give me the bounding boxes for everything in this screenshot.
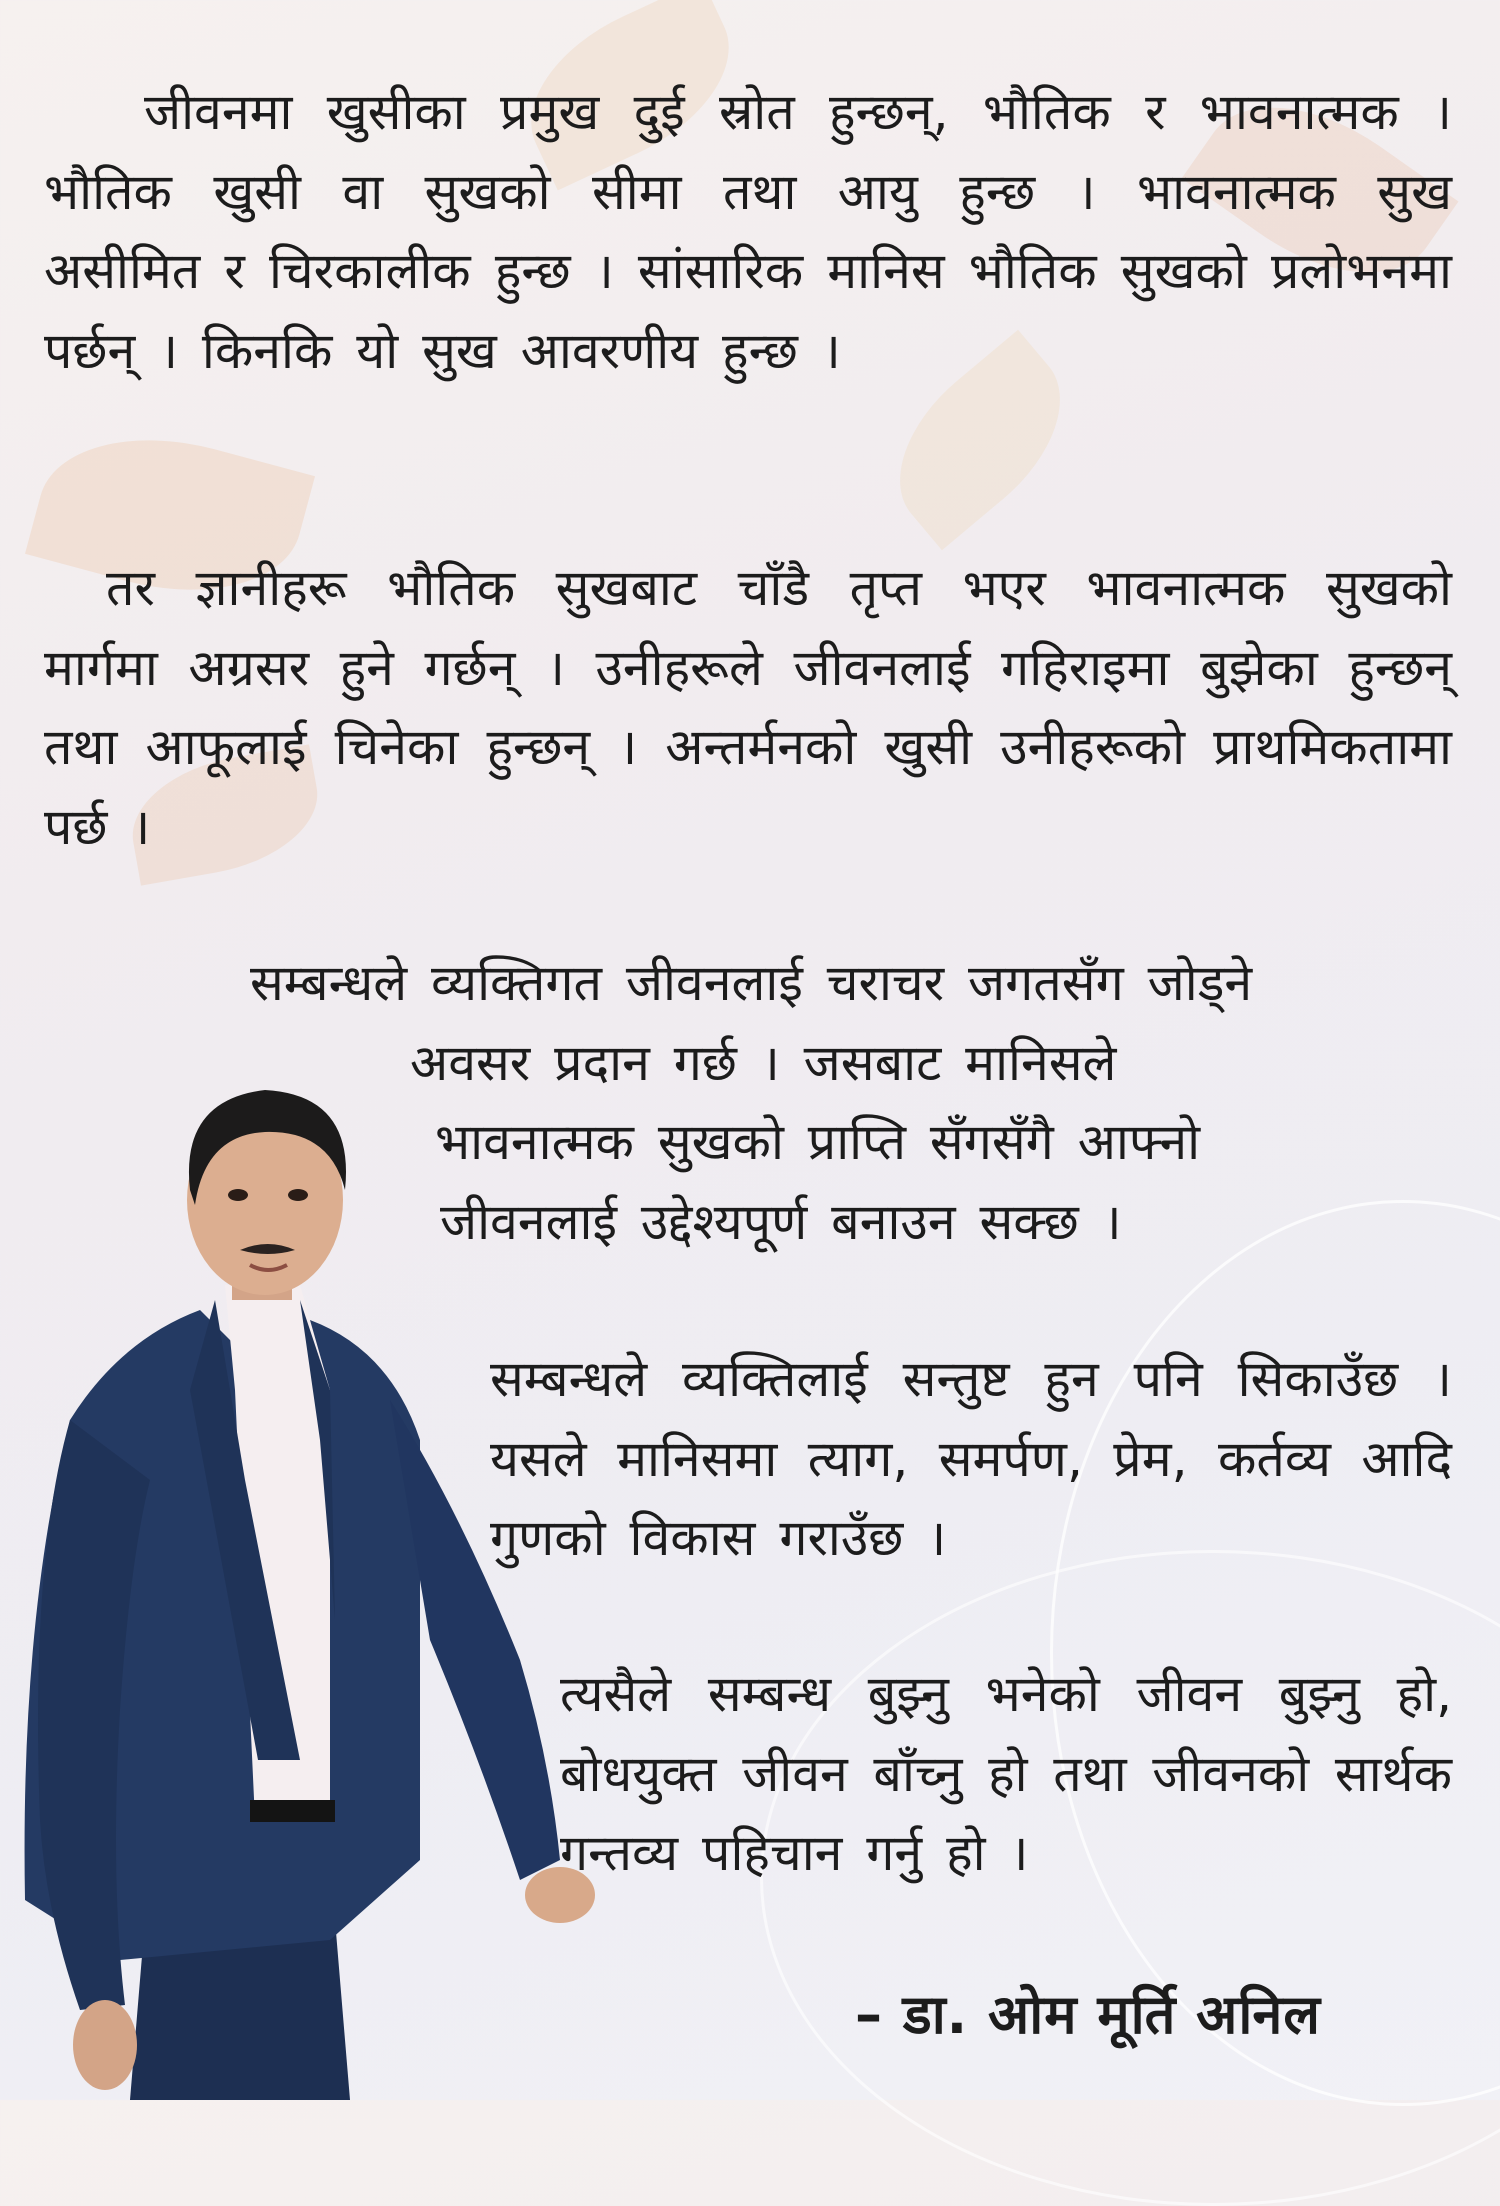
paragraph-4: सम्बन्धले व्यक्तिलाई सन्तुष्ट हुन पनि सिकाउँछ । यसले मानिसमा त्याग, समर्पण, प्रेम, कर्तव्य आदि गुणको विकास गराउँछ । xyxy=(490,1350,1452,1567)
paragraph-1: जीवनमा खुसीका प्रमुख दुई स्रोत हुन्छन्, भौतिक र भावनात्मक । भौतिक खुसी वा सुखको सीमा तथा आयु हुन्छ । भावनात्मक सुख असीमित र चिरकालीक हुन्छ । सांसारिक मानिस भौतिक सुखको प्रलोभनमा पर्छन् । किनकि यो सुख आवरणीय हुन्छ । xyxy=(44,83,1452,380)
paragraph-5: त्यसैले सम्बन्ध बुझ्नु भनेको जीवन बुझ्नु हो, बोधयुक्त जीवन बाँच्नु हो तथा जीवनको सार्थक गन्तव्य पहिचान गर्नु हो । xyxy=(560,1665,1452,1882)
paragraph-2: तर ज्ञानीहरू भौतिक सुखबाट चाँडै तृप्त भएर भावनात्मक सुखको मार्गमा अग्रसर हुने गर्छन् । उनीहरूले जीवनलाई गहिराइमा बुझेका हुन्छन् तथा आफूलाई चिनेका हुन्छन् । अन्तर्मनको खुसी उनीहरूको प्राथमिकतामा पर्छ । xyxy=(44,559,1452,856)
paragraph-3-line: भावनात्मक सुखको प्राप्ति सँगसँगै आफ्नो xyxy=(435,1113,1201,1171)
paragraph-3 xyxy=(250,944,1452,1262)
paragraph-3-line: जीवनलाई उद्देश्यपूर्ण बनाउन सक्छ । xyxy=(440,1192,1122,1251)
paragraph-3-line: अवसर प्रदान गर्छ । जसबाट मानिसले xyxy=(410,1033,1117,1092)
author-signature: – डा. ओम मूर्ति अनिल xyxy=(855,1983,1322,2046)
paragraph-3-line: सम्बन्धले व्यक्तिगत जीवनलाई चराचर जगतसँग जोड्ने xyxy=(250,954,1253,1012)
